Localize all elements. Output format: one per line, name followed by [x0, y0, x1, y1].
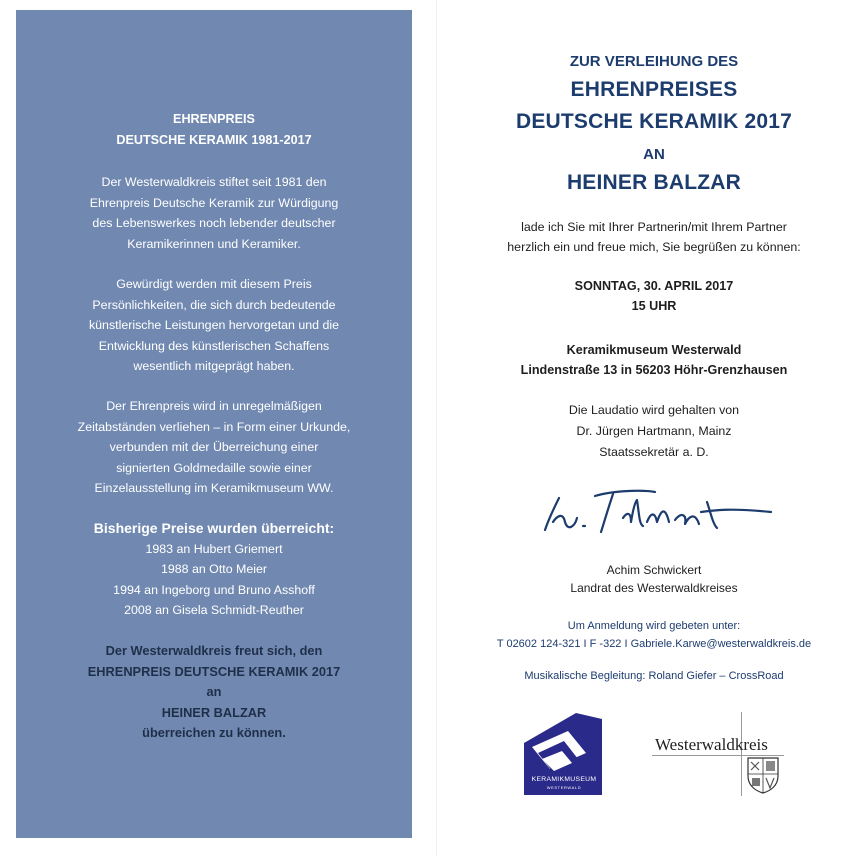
text-line: wesentlich mitgeprägt haben. [133, 359, 295, 373]
left-paragraph-2 [16, 274, 412, 377]
left-paragraph-1 [16, 172, 412, 254]
left-heading-line-1: EHRENPREIS [173, 112, 255, 126]
left-heading [16, 109, 412, 150]
signature [535, 482, 775, 542]
title-line-3: DEUTSCHE KERAMIK 2017 [515, 110, 793, 133]
text-line: verbunden mit der Überreichung einer [109, 440, 319, 454]
right-panel [440, 0, 868, 856]
title-line-4: AN [643, 146, 665, 163]
list-item: 1988 an Otto Meier [160, 562, 268, 576]
text-line: Keramikerinnen und Keramiker. [127, 236, 301, 251]
laudatio-line-3: Staatssekretär a. D. [599, 445, 709, 459]
signer-title: Landrat des Westerwaldkreises [570, 581, 738, 595]
text-line: signierten Goldmedaille sowie einer [116, 460, 312, 475]
text-line: Der Westerwaldkreis freut sich, den [105, 643, 323, 658]
text-line: Der Westerwaldkreis stiftet seit 1981 den [101, 175, 327, 189]
laudatio-line-2: Dr. Jürgen Hartmann, Mainz [576, 424, 732, 438]
text-line: künstlerische Leistungen hervorgetan und die [88, 318, 340, 332]
list-item: 2008 an Gisela Schmidt-Reuther [124, 603, 304, 617]
text-line: Gewürdigt werden mit diesem Preis [116, 277, 312, 291]
venue-address: Lindenstraße 13 in 56203 Höhr-Grenzhausen [520, 363, 788, 377]
music-credit: Musikalische Begleitung: Roland Giefer – CrossRoad [524, 670, 784, 682]
rsvp-label: Um Anmeldung wird gebeten unter: [567, 620, 741, 632]
text-line: Einzelausstellung im Keramikmuseum WW. [94, 481, 334, 495]
fold-line [436, 0, 437, 856]
invite-line-2: herzlich ein und freue mich, Sie begrüßen zu können: [507, 240, 801, 254]
honoree-name: HEINER BALZAR [566, 171, 742, 194]
left-panel [16, 10, 412, 838]
text-line: des Lebenswerkes noch lebender deutscher [92, 216, 336, 230]
text-line: Ehrenpreis Deutsche Keramik zur Würdigung [89, 195, 339, 210]
logo-museum-subtext: WESTERWALD [546, 785, 582, 790]
text-line: HEINER BALZAR [161, 704, 267, 720]
invite-line-1: lade ich Sie mit Ihrer Partnerin/mit Ihrem Partner [521, 220, 787, 234]
list-item: 1994 an Ingeborg und Bruno Asshoff [113, 582, 315, 597]
prizes-heading: Bisherige Preise wurden überreicht: [93, 520, 335, 536]
text-line: Persönlichkeiten, die sich durch bedeutende [92, 297, 336, 312]
venue-name: Keramikmuseum Westerwald [566, 343, 742, 357]
event-time: 15 UHR [631, 299, 677, 313]
prizes-list [16, 518, 412, 621]
text-line: an [206, 684, 222, 699]
list-item: 1983 an Hubert Griemert [145, 541, 283, 556]
laudatio-line-1: Die Laudatio wird gehalten von [568, 403, 740, 417]
left-paragraph-3 [16, 396, 412, 499]
left-closing [16, 641, 412, 744]
westerwaldkreis-logo-text: Westerwaldkreis [655, 735, 768, 754]
rsvp-contact: T 02602 124-321 I F -322 I Gabriele.Karwe@westerwaldkreis.de [496, 638, 812, 650]
left-heading-line-2: DEUTSCHE KERAMIK 1981-2017 [116, 132, 312, 147]
coat-of-arms-icon [746, 756, 780, 794]
signer-name: Achim Schwickert [606, 563, 702, 577]
text-line: EHRENPREIS DEUTSCHE KERAMIK 2017 [87, 663, 341, 679]
title-line-1: ZUR VERLEIHUNG DES [569, 53, 739, 70]
title-line-2: EHRENPREISES [570, 78, 738, 101]
text-line: Entwicklung des künstlerischen Schaffens [98, 338, 330, 353]
text-line: Zeitabständen verliehen – in Form einer Urkunde, [77, 419, 351, 434]
text-line: Der Ehrenpreis wird in unregelmäßigen [106, 399, 322, 413]
text-line: überreichen zu können. [142, 725, 286, 740]
event-date: SONNTAG, 30. APRIL 2017 [574, 279, 734, 293]
logo-museum-text: KERAMIKMUSEUM [531, 776, 597, 783]
